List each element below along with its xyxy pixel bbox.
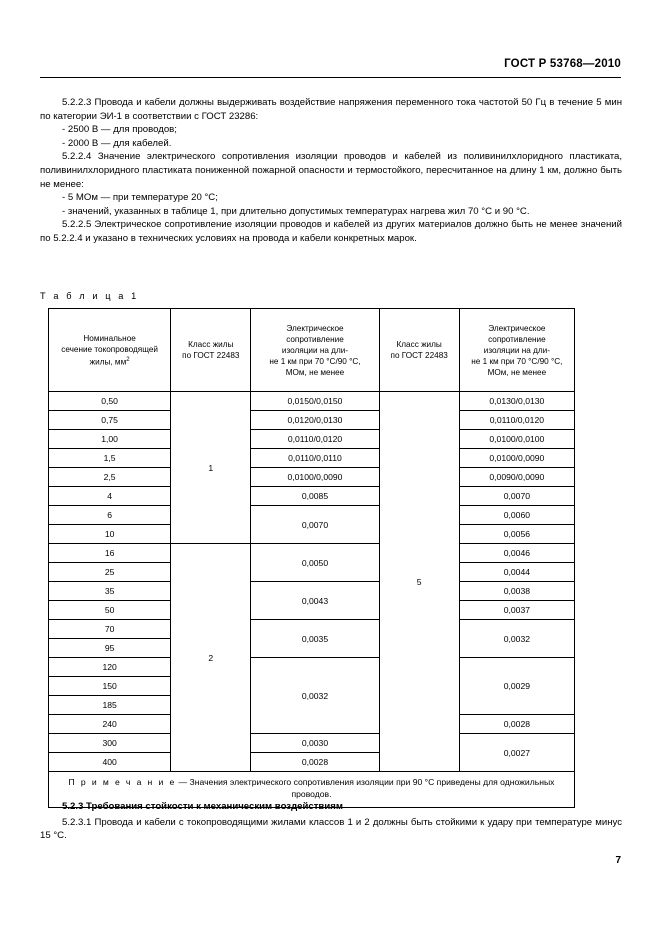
cell-resistance-right: 0,0037 (459, 601, 574, 620)
cell-cross-section: 10 (49, 525, 171, 544)
bullet-2500v: - 2500 В — для проводов; (62, 124, 177, 136)
table-row (49, 468, 575, 487)
cell-cross-section: 70 (49, 620, 171, 639)
cell-resistance-left: 0,0032 (251, 658, 379, 734)
table-note-text: — Значения электрического сопротивления изоляции при 90 °С приведены для одножильных проводов. (176, 777, 555, 800)
cell-resistance-right: 0,0110/0,0120 (459, 411, 574, 430)
header-nominal-cross-section (49, 309, 171, 392)
cell-resistance-left: 0,0030 (251, 734, 379, 753)
table-row (49, 658, 575, 677)
table-body (49, 392, 575, 808)
cell-resistance-left: 0,0050 (251, 544, 379, 582)
table-row (49, 620, 575, 639)
cell-cross-section: 400 (49, 753, 171, 772)
header-col2-line1: Класс жилы (188, 340, 234, 349)
header-col1-line1: Номинальное (83, 333, 136, 343)
cell-resistance-right: 0,0028 (459, 715, 574, 734)
cell-resistance-right: 0,0032 (459, 620, 574, 658)
cell-resistance-right: 0,0044 (459, 563, 574, 582)
cell-cross-section: 185 (49, 696, 171, 715)
cell-resistance-right: 0,0060 (459, 506, 574, 525)
cell-cross-section: 300 (49, 734, 171, 753)
document-standard-id: ГОСТ Р 53768—2010 (504, 58, 621, 70)
cell-resistance-right: 0,0046 (459, 544, 574, 563)
paragraph-5-2-2-3: 5.2.2.3 Провода и кабели должны выдерживать воздействие напряжения переменного тока частотой 50 Гц в течение 5 мин по категории ЭИ-1 в соответствии с ГОСТ 23286: (40, 97, 622, 122)
table-row (49, 734, 575, 753)
cell-resistance-right: 0,0100/0,0100 (459, 430, 574, 449)
table-row (49, 411, 575, 430)
cell-resistance-left: 0,0110/0,0120 (251, 430, 379, 449)
header-col4-line2: по ГОСТ 22483 (390, 351, 448, 360)
cell-class-left: 2 (171, 544, 251, 772)
cell-resistance-right: 0,0130/0,0130 (459, 392, 574, 411)
cell-cross-section: 1,5 (49, 449, 171, 468)
header-divider-rule (40, 77, 621, 78)
header-resistance-left (251, 309, 379, 392)
body-text-block (40, 96, 622, 246)
bullet-2000v: - 2000 В — для кабелей. (62, 137, 172, 149)
header-col5-line4: не 1 км при 70 °С/90 °С, (471, 356, 563, 366)
cell-class-right: 5 (379, 392, 459, 772)
cell-resistance-left: 0,0028 (251, 753, 379, 772)
cell-resistance-left: 0,0035 (251, 620, 379, 658)
table-header-row (49, 309, 575, 392)
header-col2-line2: по ГОСТ 22483 (182, 351, 240, 360)
cell-resistance-left: 0,0100/0,0090 (251, 468, 379, 487)
cell-cross-section: 6 (49, 506, 171, 525)
cell-cross-section: 25 (49, 563, 171, 582)
header-col3-line3: изоляции на дли- (281, 345, 349, 355)
header-col3-line5: МОм, не менее (285, 367, 345, 377)
cell-cross-section: 240 (49, 715, 171, 734)
cell-resistance-right: 0,0029 (459, 658, 574, 715)
cell-cross-section: 150 (49, 677, 171, 696)
cell-resistance-left: 0,0043 (251, 582, 379, 620)
table-row (49, 392, 575, 411)
cell-resistance-right: 0,0100/0,0090 (459, 449, 574, 468)
header-col1-superscript: 2 (126, 356, 130, 363)
header-conductor-class-right (379, 309, 459, 392)
table-header-row-group (49, 309, 575, 392)
table-caption: Т а б л и ц а 1 (40, 291, 139, 301)
cell-resistance-left: 0,0070 (251, 506, 379, 544)
header-col3-line2: сопротивление (286, 334, 344, 344)
header-resistance-right (459, 309, 574, 392)
cell-resistance-left: 0,0150/0,0150 (251, 392, 379, 411)
header-col1-line2: сечение токопроводящей (61, 344, 158, 354)
table-row (49, 544, 575, 563)
cell-cross-section: 95 (49, 639, 171, 658)
cell-cross-section: 4 (49, 487, 171, 506)
paragraph-5-2-2-4: 5.2.2.4 Значение электрического сопротивления изоляции проводов и кабелей из поливинилхлоридного пластиката, поливинилхлоридного пластиката пониженной пожарной опасности и термостойкого, пересчитанное на длину 1 км, должно быть не менее: (40, 151, 622, 190)
cell-resistance-left: 0,0110/0,0110 (251, 449, 379, 468)
paragraph-5-2-2-5: 5.2.2.5 Электрическое сопротивление изоляции проводов и кабелей из других материалов должно быть не менее значений по 5.2.2.4 и указано в технических условиях на провода и кабели конкретных марок. (40, 219, 622, 244)
cell-cross-section: 35 (49, 582, 171, 601)
header-col5-line3: изоляции на дли- (483, 345, 550, 355)
cell-cross-section: 0,50 (49, 392, 171, 411)
cell-resistance-right: 0,0090/0,0090 (459, 468, 574, 487)
header-col5-line2: сопротивление (488, 334, 546, 344)
cell-cross-section: 50 (49, 601, 171, 620)
cell-resistance-right: 0,0038 (459, 582, 574, 601)
section-5-2-3-block (40, 800, 622, 843)
insulation-resistance-table (48, 308, 575, 808)
bullet-table-values: - значений, указанных в таблице 1, при длительно допустимых температурах нагрева жил 70 °С и 90 °С. (62, 205, 530, 217)
page-number: 7 (615, 855, 621, 866)
table-note-label: П р и м е ч а н и е (68, 777, 177, 787)
table-row (49, 506, 575, 525)
header-col5-line5: МОм, не менее (487, 367, 547, 377)
section-5-2-3-1-body: 5.2.3.1 Провода и кабели с токопроводящими жилами классов 1 и 2 должны быть стойкими к удару при температуре минус 15 °С. (40, 816, 622, 842)
table-row (49, 582, 575, 601)
cell-resistance-left: 0,0120/0,0130 (251, 411, 379, 430)
cell-cross-section: 0,75 (49, 411, 171, 430)
table-row (49, 487, 575, 506)
header-conductor-class-left (171, 309, 251, 392)
cell-cross-section: 120 (49, 658, 171, 677)
header-col4-line1: Класс жилы (396, 340, 442, 349)
bullet-5-mohm: - 5 МОм — при температуре 20 °С; (62, 192, 218, 204)
cell-resistance-right: 0,0056 (459, 525, 574, 544)
cell-cross-section: 2,5 (49, 468, 171, 487)
cell-resistance-left: 0,0085 (251, 487, 379, 506)
cell-cross-section: 16 (49, 544, 171, 563)
header-col1-line3: жилы, мм (89, 357, 127, 367)
table-row (49, 449, 575, 468)
cell-class-left: 1 (171, 392, 251, 544)
table-row (49, 430, 575, 449)
header-col3-line1: Электрическое (286, 323, 344, 333)
section-5-2-3-heading: 5.2.3 Требования стойкости к механическим воздействиям (62, 801, 343, 812)
cell-resistance-right: 0,0070 (459, 487, 574, 506)
cell-cross-section: 1,00 (49, 430, 171, 449)
header-col3-line4: не 1 км при 70 °С/90 °С, (269, 356, 361, 366)
cell-resistance-right: 0,0027 (459, 734, 574, 772)
header-col5-line1: Электрическое (488, 323, 546, 333)
